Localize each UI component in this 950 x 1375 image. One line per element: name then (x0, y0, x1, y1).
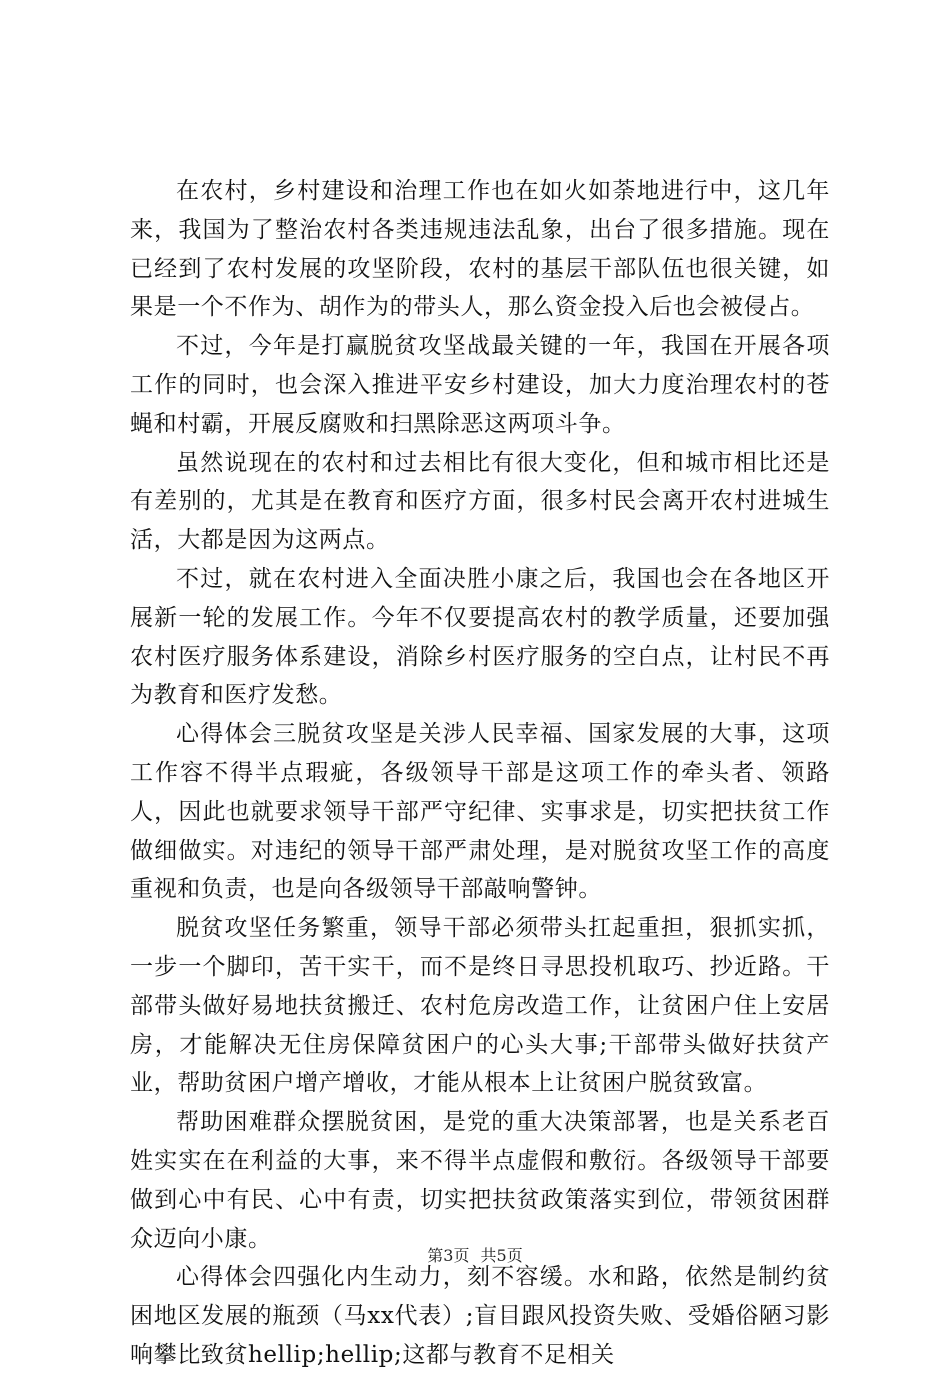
document-body (130, 172, 830, 1375)
paragraph: 虽然说现在的农村和过去相比有很大变化，但和城市相比还是有差别的，尤其是在教育和医疗方面，很多村民会离开农村进城生活，大都是因为这两点。 (130, 449, 830, 554)
page-number: 第3页 (427, 1246, 470, 1265)
paragraph: 心得体会三脱贫攻坚是关涉人民幸福、国家发展的大事，这项工作容不得半点瑕疵，各级领导干部是这项工作的牵头者、领路人，因此也就要求领导干部严守纪律、实事求是，切实把扶贫工作做细做实。对违纪的领导干部严肃处理，是对脱贫攻坚工作的高度重视和负责，也是向各级领导干部敲响警钟。 (130, 721, 830, 903)
paragraph: 在农村，乡村建设和治理工作也在如火如荼地进行中，这几年来，我国为了整治农村各类违规违法乱象，出台了很多措施。现在已经到了农村发展的攻坚阶段，农村的基层干部队伍也很关键，如果是一个不作为、胡作为的带头人，那么资金投入后也会被侵占。 (130, 178, 830, 321)
paragraph: 帮助困难群众摆脱贫困，是党的重大决策部署，也是关系老百姓实实在在利益的大事，来不得半点虚假和敷衍。各级领导干部要做到心中有民、心中有责，切实把扶贫政策落实到位，带领贫困群众迈向小康。 (130, 1109, 830, 1252)
paragraph: 不过，就在农村进入全面决胜小康之后，我国也会在各地区开展新一轮的发展工作。今年不仅要提高农村的教学质量，还要加强农村医疗服务体系建设，消除乡村医疗服务的空白点，让村民不再为教育和医疗发愁。 (130, 565, 830, 709)
page-total: 共5页 (480, 1246, 523, 1265)
paragraph: 不过，今年是打赢脱贫攻坚战最关键的一年，我国在开展各项工作的同时，也会深入推进平安乡村建设，加大力度治理农村的苍蝇和村霸，开展反腐败和扫黑除恶这两项斗争。 (130, 333, 830, 437)
paragraph: 心得体会四强化内生动力，刻不容缓。水和路，依然是制约贫困地区发展的瓶颈（马xx代表）;盲目跟风投资失败、受婚俗陋习影响攀比致贫hellip;hellip;这都与教育不足相关 (130, 1264, 830, 1368)
paragraph: 脱贫攻坚任务繁重，领导干部必须带头扛起重担，狠抓实抓，一步一个脚印，苦干实干，而不是终日寻思投机取巧、抄近路。干部带头做好易地扶贫搬迁、农村危房改造工作，让贫困户住上安居房，才能解决无住房保障贫困户的心头大事;干部带头做好扶贫产业，帮助贫困户增产增收，才能从根本上让贫困户脱贫致富。 (130, 915, 830, 1097)
page-footer (0, 1246, 950, 1266)
